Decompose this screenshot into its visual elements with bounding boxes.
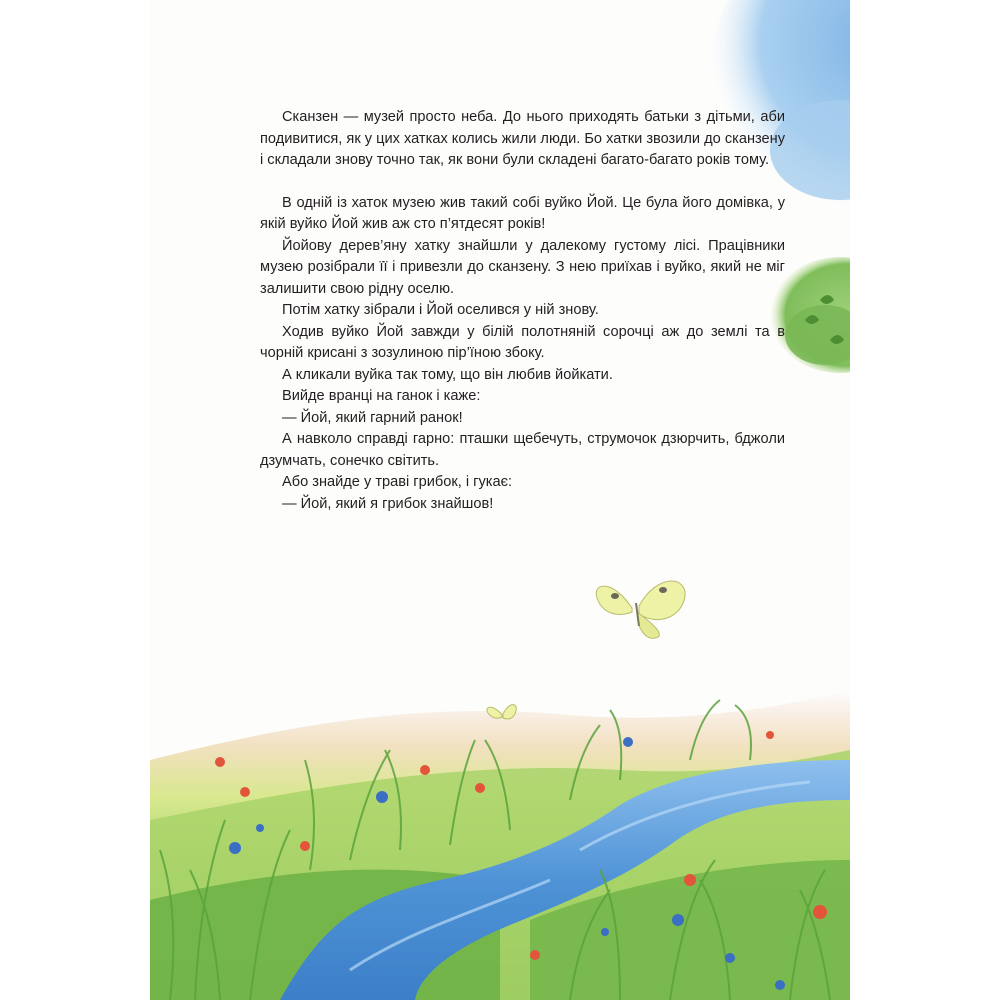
flower-icon: [229, 842, 241, 854]
flower-icon: [256, 824, 264, 832]
paragraph: Ходив вуйко Йой завжди у білій полотняній сорочці аж до землі та в чорній крисані з зозулиною пір’їною збоку.: [260, 323, 785, 361]
flower-icon: [530, 950, 540, 960]
flower-icon: [240, 787, 250, 797]
paragraph: Вийде вранці на ганок і каже:: [282, 388, 481, 404]
butterfly-icon: [596, 581, 685, 638]
flower-icon: [725, 953, 735, 963]
flower-icon: [684, 874, 696, 886]
flower-icon: [601, 928, 609, 936]
paragraph: А навколо справді гарно: пташки щебечуть, струмочок дзюрчить, бджоли дзумчать, сонечко світить.: [260, 431, 785, 469]
book-page: [150, 0, 850, 1000]
paragraph: Сканзен — музей просто неба. До нього приходять батьки з дітьми, аби подивитися, як у цих хатках колись жили люди. Бо хатки звозили до сканзену і складали знову точно так, як вони були складені багато-багато років тому.: [260, 109, 785, 168]
paragraph: Йойову дерев’яну хатку знайшли у далекому густому лісі. Працівники музею розібрали її і привезли до сканзену. З нею приїхав і вуйко, який не міг залишити свою рідну оселю.: [260, 237, 785, 297]
flower-icon: [672, 914, 684, 926]
flower-icon: [623, 737, 633, 747]
flower-icon: [813, 905, 827, 919]
flower-icon: [475, 783, 485, 793]
flower-icon: [215, 757, 225, 767]
flower-icon: [300, 841, 310, 851]
paragraph: А кликали вуйка так тому, що він любив йойкати.: [282, 366, 613, 383]
flower-icon: [420, 765, 430, 775]
paragraph: Потім хатку зібрали і Йой оселився у ній знову.: [282, 302, 599, 318]
meadow: [150, 690, 850, 1000]
flower-icon: [766, 731, 774, 739]
flower-icon: [775, 980, 785, 990]
flower-icon: [376, 791, 388, 803]
dialogue-line: — Йой, який я грибок знайшов!: [282, 495, 494, 512]
paragraph: Або знайде у траві грибок, і гукає:: [282, 474, 513, 490]
paragraph: В одній із хаток музею жив такий собі вуйко Йой. Це була його домівка, у якій вуйко Йой жив аж сто п’ятдесят років!: [260, 194, 785, 232]
dialogue-line: — Йой, який гарний ранок!: [282, 409, 463, 426]
story-text: [260, 107, 785, 515]
